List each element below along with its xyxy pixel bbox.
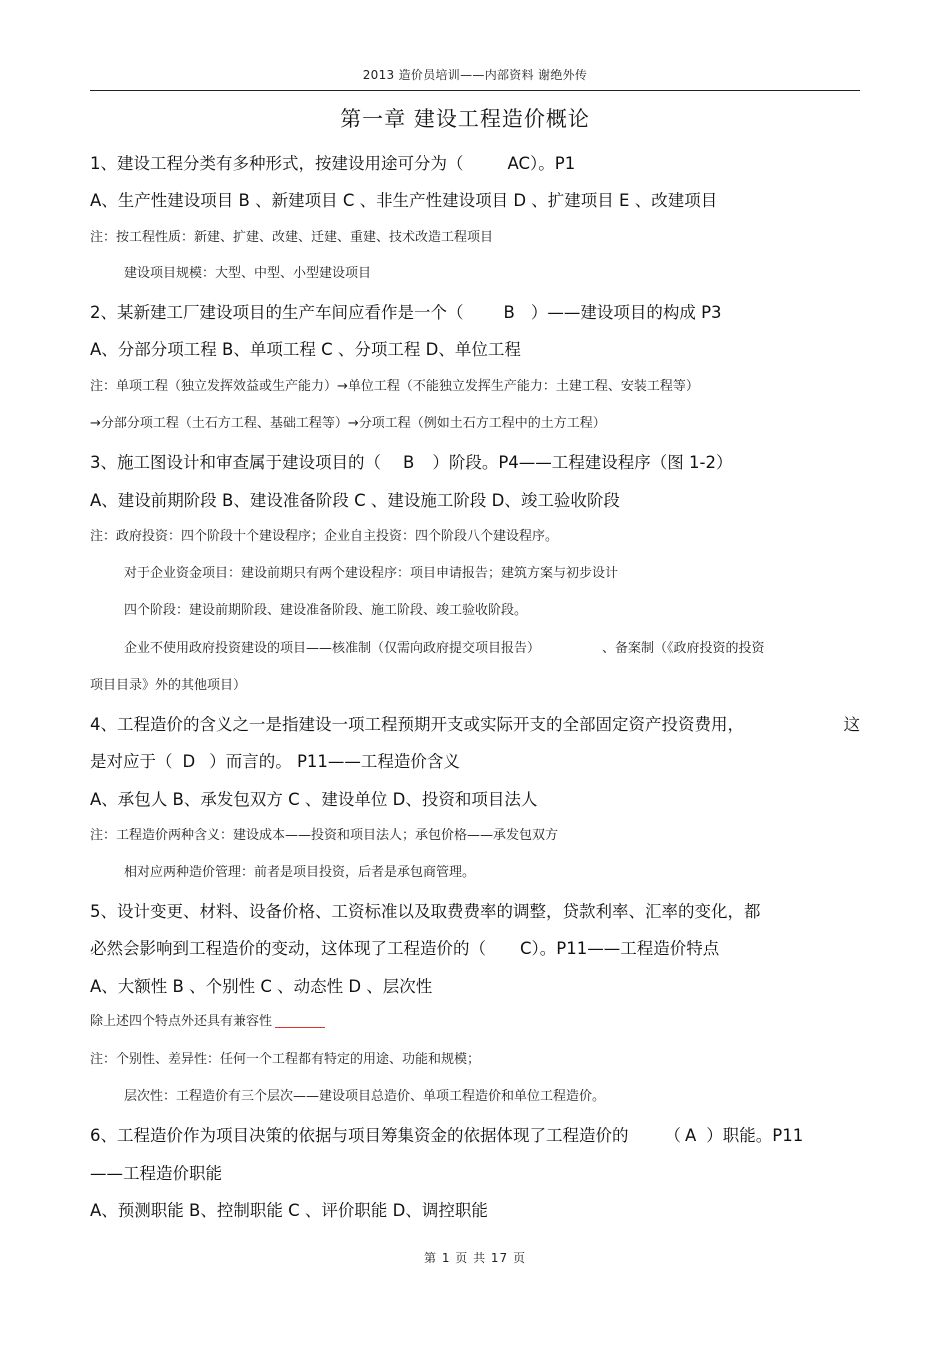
question-3-note: 企业不使用政府投资建设的项目——核准制（仅需向政府提交项目报告） 、备案制（《政府投资的投资 bbox=[124, 641, 765, 656]
question-2-answer: B bbox=[503, 303, 515, 322]
question-6-options: A、预测职能 B、控制职能 C 、评价职能 D、调控职能 bbox=[90, 1201, 488, 1220]
question-3-note: 四个阶段：建设前期阶段、建设准备阶段、施工阶段、竣工验收阶段。 bbox=[124, 603, 528, 618]
page-header: 2013 造价员培训——内部资料 谢绝外传 bbox=[362, 68, 588, 82]
question-4-note: 相对应两种造价管理：前者是项目投资，后者是承包商管理。 bbox=[124, 865, 476, 880]
question-5-note: 注：个别性、差异性：任何一个工程都有特定的用途、功能和规模； bbox=[90, 1052, 481, 1067]
spellcheck-underline bbox=[275, 1027, 325, 1028]
question-5-answer: C bbox=[520, 939, 532, 958]
question-2-note: →分部分项工程（土石方工程、基础工程等）→分项工程（例如土石方工程中的土方工程） bbox=[90, 416, 606, 431]
question-3-stem: 3、施工图设计和审查属于建设项目的（ B ）阶段。P4——工程建设程序（图 1-2） bbox=[90, 453, 733, 472]
question-4-stem: 是对应于（ D ）而言的。 P11——工程造价含义 bbox=[90, 752, 460, 771]
question-5-stem: 必然会影响到工程造价的变动，这体现了工程造价的（ C）。P11——工程造价特点 bbox=[90, 939, 720, 958]
question-1-options: A、生产性建设项目 B 、新建项目 C 、非生产性建设项目 D 、扩建项目 E 、改建项目 bbox=[90, 191, 718, 210]
question-5-note: 层次性：工程造价有三个层次——建设项目总造价、单项工程造价和单位工程造价。 bbox=[124, 1089, 606, 1104]
question-4-stem: 4、工程造价的含义之一是指建设一项工程预期开支或实际开支的全部固定资产投资费用， 这 bbox=[90, 715, 860, 734]
question-1-note: 注：按工程性质：新建、扩建、改建、迁建、重建、技术改造工程项目 bbox=[90, 230, 494, 245]
chapter-title: 第一章 建设工程造价概论 bbox=[340, 107, 590, 131]
question-1-answer: AC bbox=[507, 154, 531, 173]
question-3-note: 对于企业资金项目：建设前期只有两个建设程序：项目申请报告；建筑方案与初步设计 bbox=[124, 566, 619, 581]
question-6-stem: ——工程造价职能 bbox=[90, 1164, 222, 1183]
question-5-stem: 5、设计变更、材料、设备价格、工资标准以及取费费率的调整，贷款利率、汇率的变化，都 bbox=[90, 902, 761, 921]
question-4-answer: D bbox=[182, 752, 196, 771]
question-5-options: A、大额性 B 、个别性 C 、动态性 D 、层次性 bbox=[90, 977, 433, 996]
question-2-options: A、分部分项工程 B、单项工程 C 、分项工程 D、单位工程 bbox=[90, 340, 521, 359]
header-rule bbox=[90, 90, 860, 91]
question-4-note: 注：工程造价两种含义：建设成本——投资和项目法人；承包价格——承发包双方 bbox=[90, 828, 559, 843]
question-3-note: 项目目录》外的其他项目） bbox=[90, 678, 247, 693]
question-2-stem: 2、某新建工厂建设项目的生产车间应看作是一个（ B ）——建设项目的构成 P3 bbox=[90, 303, 722, 322]
question-6-stem: 6、工程造价作为项目决策的依据与项目筹集资金的依据体现了工程造价的 （ A ）职能。P11 bbox=[90, 1126, 804, 1145]
question-5-extra: 除上述四个特点外还具有兼容性 bbox=[90, 1014, 273, 1029]
question-6-answer: A bbox=[685, 1126, 697, 1145]
question-3-options: A、建设前期阶段 B、建设准备阶段 C 、建设施工阶段 D、竣工验收阶段 bbox=[90, 491, 620, 510]
question-3-answer: B bbox=[403, 453, 415, 472]
question-1-note: 建设项目规模：大型、中型、小型建设项目 bbox=[124, 266, 372, 281]
page-footer: 第 1 页 共 17 页 bbox=[424, 1251, 526, 1265]
question-4-options: A、承包人 B、承发包双方 C 、建设单位 D、投资和项目法人 bbox=[90, 790, 538, 809]
question-2-note: 注：单项工程（独立发挥效益或生产能力）→单位工程（不能独立发挥生产能力：土建工程、安装工程等） bbox=[90, 379, 699, 394]
question-3-note: 注：政府投资：四个阶段十个建设程序；企业自主投资：四个阶段八个建设程序。 bbox=[90, 529, 559, 544]
question-1-stem: 1、建设工程分类有多种形式，按建设用途可分为（ AC）。P1 bbox=[90, 154, 576, 173]
